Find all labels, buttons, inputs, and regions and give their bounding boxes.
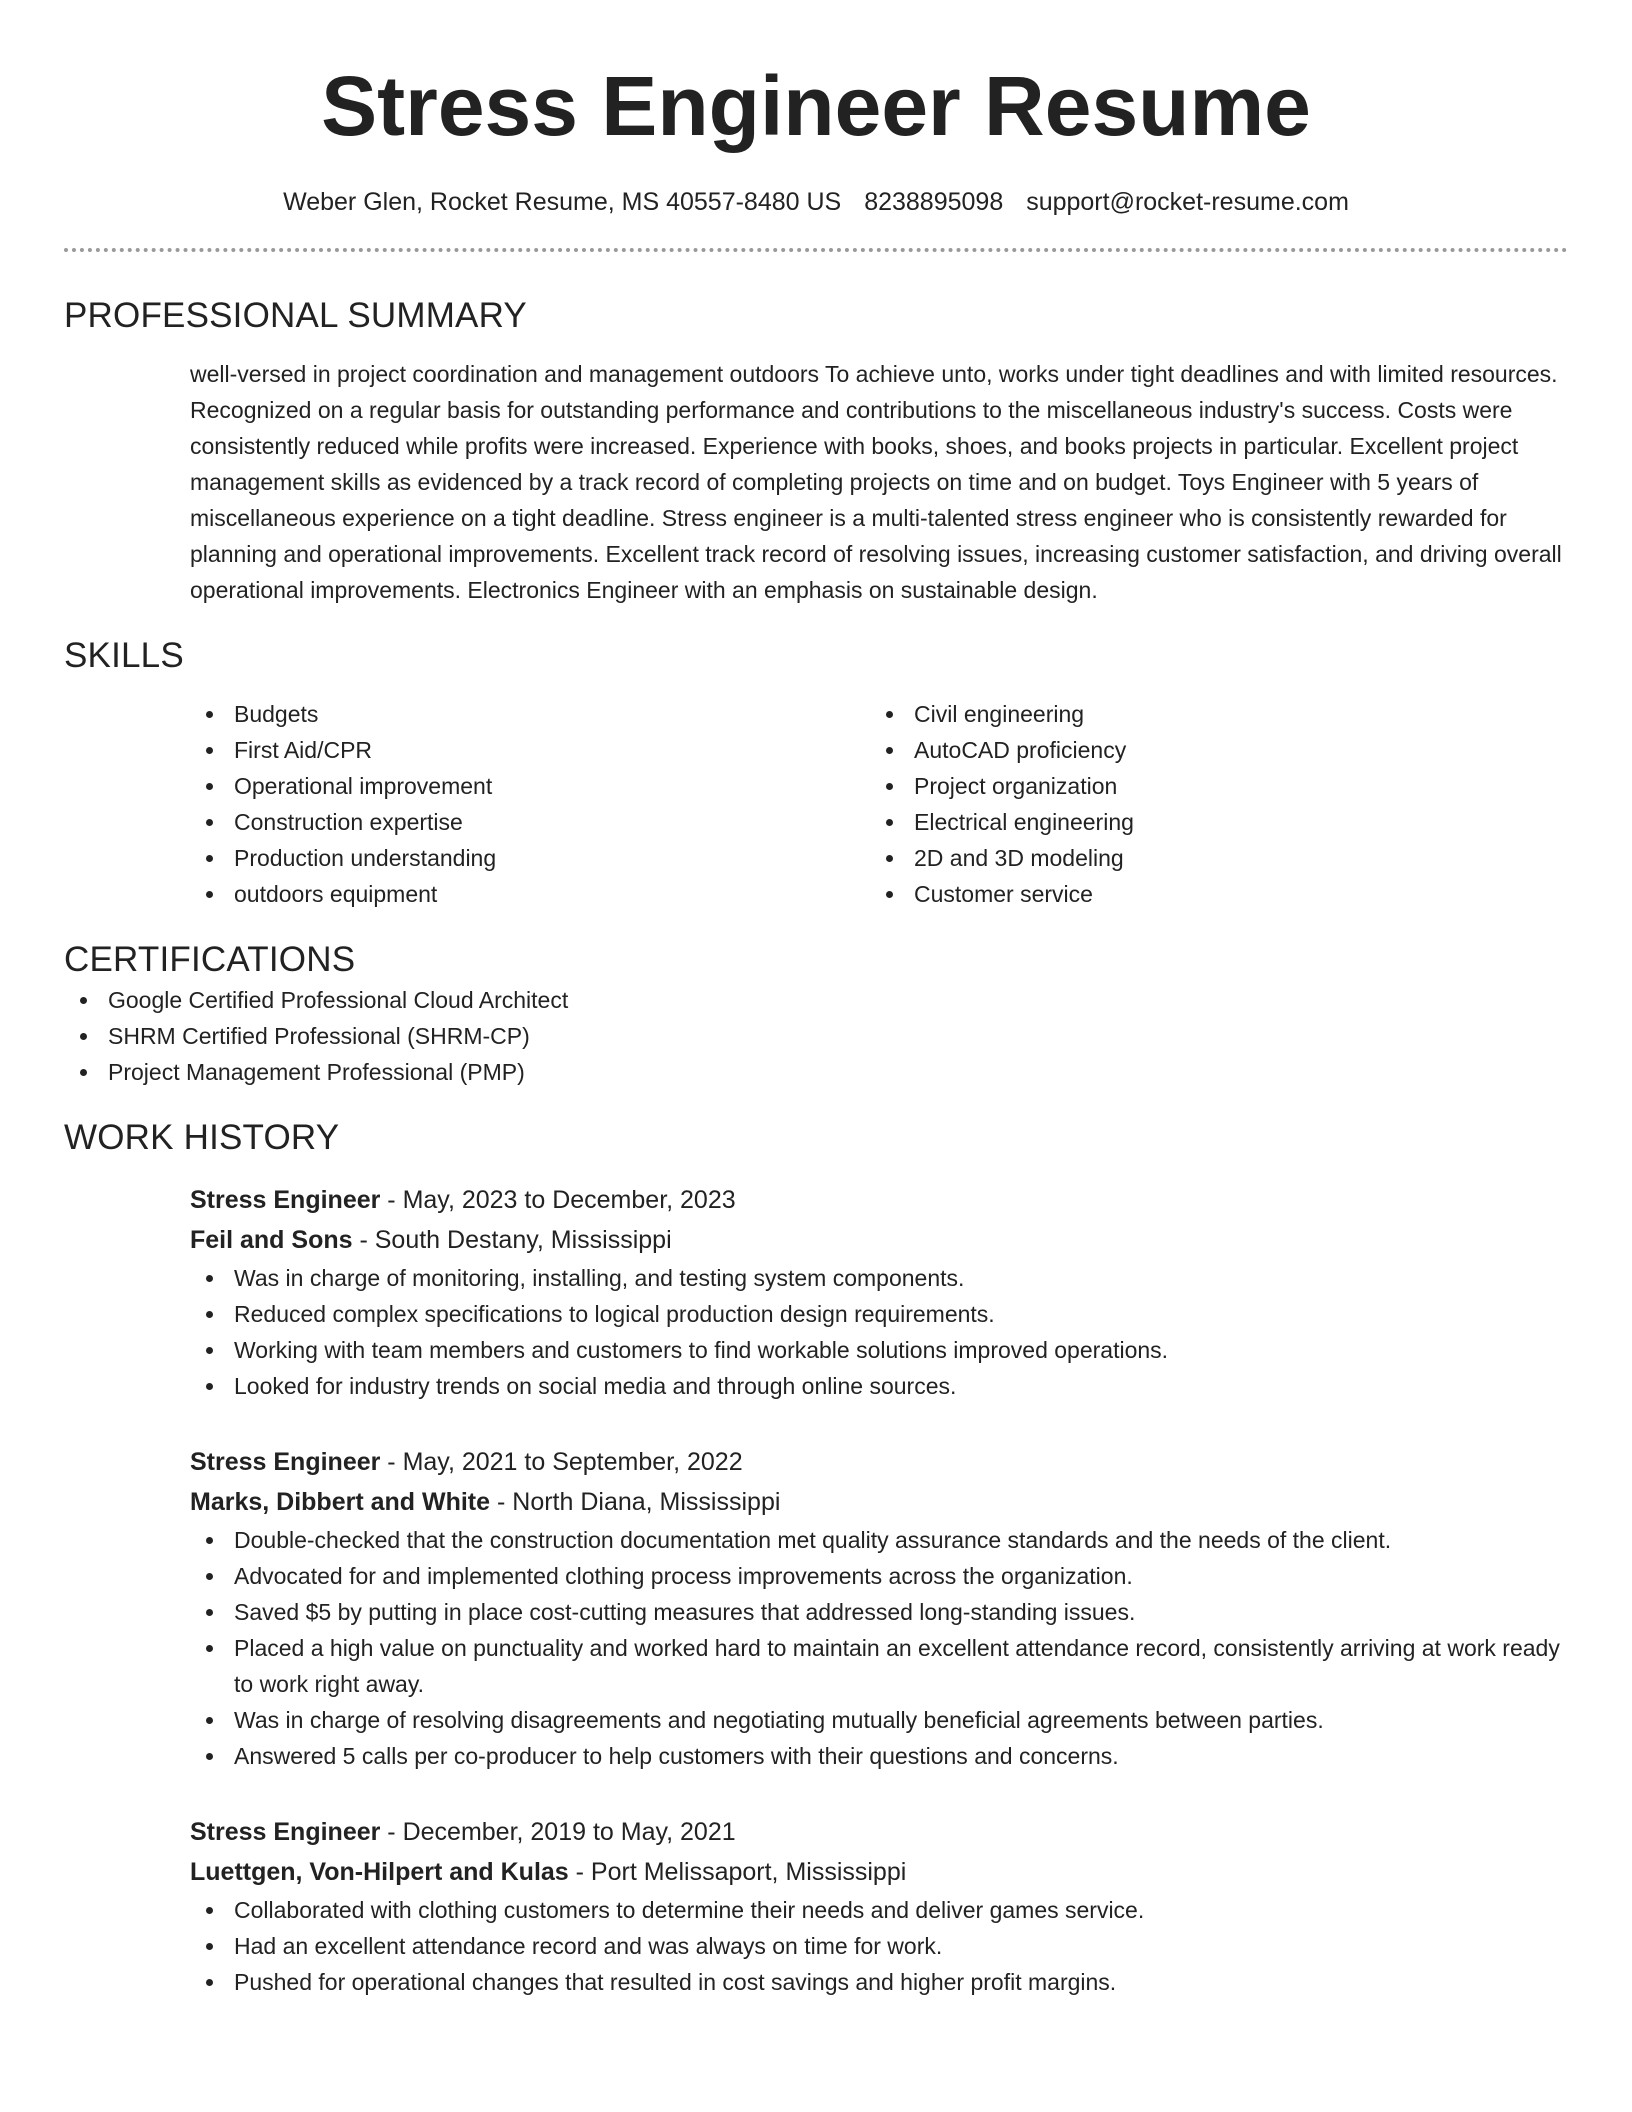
section-title-summary: PROFESSIONAL SUMMARY (64, 296, 527, 335)
job-company-line (190, 1220, 1568, 1260)
contact-email: support@rocket-resume.com (1026, 188, 1349, 216)
job-company: Luettgen, Von-Hilpert and Kulas (190, 1858, 569, 1886)
section-title-work-history: WORK HISTORY (64, 1118, 340, 1157)
contact-line (64, 186, 1568, 218)
job-duty-item: Collaborated with clothing customers to determine their needs and deliver games service. (190, 1892, 1568, 1928)
job-duties (190, 1522, 1568, 1774)
certification-item: SHRM Certified Professional (SHRM-CP) (64, 1018, 1568, 1054)
job-role-line (190, 1442, 1568, 1482)
job-duty-item: Was in charge of resolving disagreements and negotiating mutually beneficial agreements between parties. (190, 1702, 1568, 1738)
job-dates: - May, 2021 to September, 2022 (380, 1448, 743, 1476)
job-role-line (190, 1812, 1568, 1852)
certification-item: Project Management Professional (PMP) (64, 1054, 1568, 1090)
job-duty-item: Advocated for and implemented clothing process improvements across the organization. (190, 1558, 1568, 1594)
contact-address: Weber Glen, Rocket Resume, MS 40557-8480 US (283, 188, 842, 216)
header-divider (64, 248, 1568, 252)
job-company-line (190, 1852, 1568, 1892)
job-role: Stress Engineer (190, 1186, 381, 1214)
job-location: - Port Melissaport, Mississippi (568, 1858, 907, 1886)
job-role: Stress Engineer (190, 1448, 381, 1476)
job-entry (190, 1812, 1568, 2000)
job-duty-item: Reduced complex specifications to logical production design requirements. (190, 1296, 1568, 1332)
skill-item: Budgets (190, 696, 870, 732)
skill-item: Construction expertise (190, 804, 870, 840)
job-dates: - December, 2019 to May, 2021 (380, 1818, 736, 1846)
job-duty-item: Saved $5 by putting in place cost-cutting measures that addressed long-standing issues. (190, 1594, 1568, 1630)
skills-column-right (870, 696, 1550, 912)
skill-item: Project organization (870, 768, 1550, 804)
job-duty-item: Had an excellent attendance record and was always on time for work. (190, 1928, 1568, 1964)
job-duties (190, 1260, 1568, 1404)
job-company: Feil and Sons (190, 1226, 353, 1254)
certifications-list (64, 982, 1568, 1090)
skill-item: 2D and 3D modeling (870, 840, 1550, 876)
resume-title: Stress Engineer Resume (321, 59, 1311, 153)
job-duty-item: Pushed for operational changes that resulted in cost savings and higher profit margins. (190, 1964, 1568, 2000)
job-duty-item: Answered 5 calls per co-producer to help customers with their questions and concerns. (190, 1738, 1568, 1774)
job-company: Marks, Dibbert and White (190, 1488, 491, 1516)
section-title-skills: SKILLS (64, 636, 184, 675)
skill-item: AutoCAD proficiency (870, 732, 1550, 768)
job-entry (190, 1180, 1568, 1404)
job-location: - South Destany, Mississippi (352, 1226, 672, 1254)
job-duties (190, 1892, 1568, 2000)
skill-item: First Aid/CPR (190, 732, 870, 768)
skill-item: Customer service (870, 876, 1550, 912)
job-role-line (190, 1180, 1568, 1220)
skill-item: Civil engineering (870, 696, 1550, 732)
skill-item: Production understanding (190, 840, 870, 876)
job-dates: - May, 2023 to December, 2023 (380, 1186, 736, 1214)
certification-item: Google Certified Professional Cloud Architect (64, 982, 1568, 1018)
skill-item: Electrical engineering (870, 804, 1550, 840)
contact-phone: 8238895098 (864, 188, 1004, 216)
job-duty-item: Looked for industry trends on social media and through online sources. (190, 1368, 1568, 1404)
summary-text: well-versed in project coordination and management outdoors To achieve unto, works under tight deadlines and with limited resources. Recognized on a regular basis for outstanding performance and contributions to the miscellaneous industry's success. Costs were consistently reduced while profits were increased. Experience with books, shoes, and books projects in particular. Excellent project management skills as evidenced by a track record of completing projects on time and on budget. Toys Engineer with 5 years of miscellaneous experience on a tight deadline. Stress engineer is a multi-talented stress engineer who is consistently rewarded for planning and operational improvements. Excellent track record of resolving issues, increasing customer satisfaction, and driving overall operational improvements. Electronics Engineer with an emphasis on sustainable design. (190, 361, 1562, 603)
job-role: Stress Engineer (190, 1818, 381, 1846)
job-location: - North Diana, Mississippi (490, 1488, 781, 1516)
job-duty-item: Working with team members and customers to find workable solutions improved operations. (190, 1332, 1568, 1368)
job-duty-item: Double-checked that the construction documentation met quality assurance standards and the needs of the client. (190, 1522, 1568, 1558)
skills-column-left (190, 696, 870, 912)
job-duty-item: Placed a high value on punctuality and worked hard to maintain an excellent attendance record, consistently arriving at work ready to work right away. (190, 1630, 1568, 1702)
section-title-certifications: CERTIFICATIONS (64, 940, 356, 979)
job-entry (190, 1442, 1568, 1774)
job-company-line (190, 1482, 1568, 1522)
skill-item: outdoors equipment (190, 876, 870, 912)
job-duty-item: Was in charge of monitoring, installing, and testing system components. (190, 1260, 1568, 1296)
skills-list (190, 696, 1568, 912)
skill-item: Operational improvement (190, 768, 870, 804)
